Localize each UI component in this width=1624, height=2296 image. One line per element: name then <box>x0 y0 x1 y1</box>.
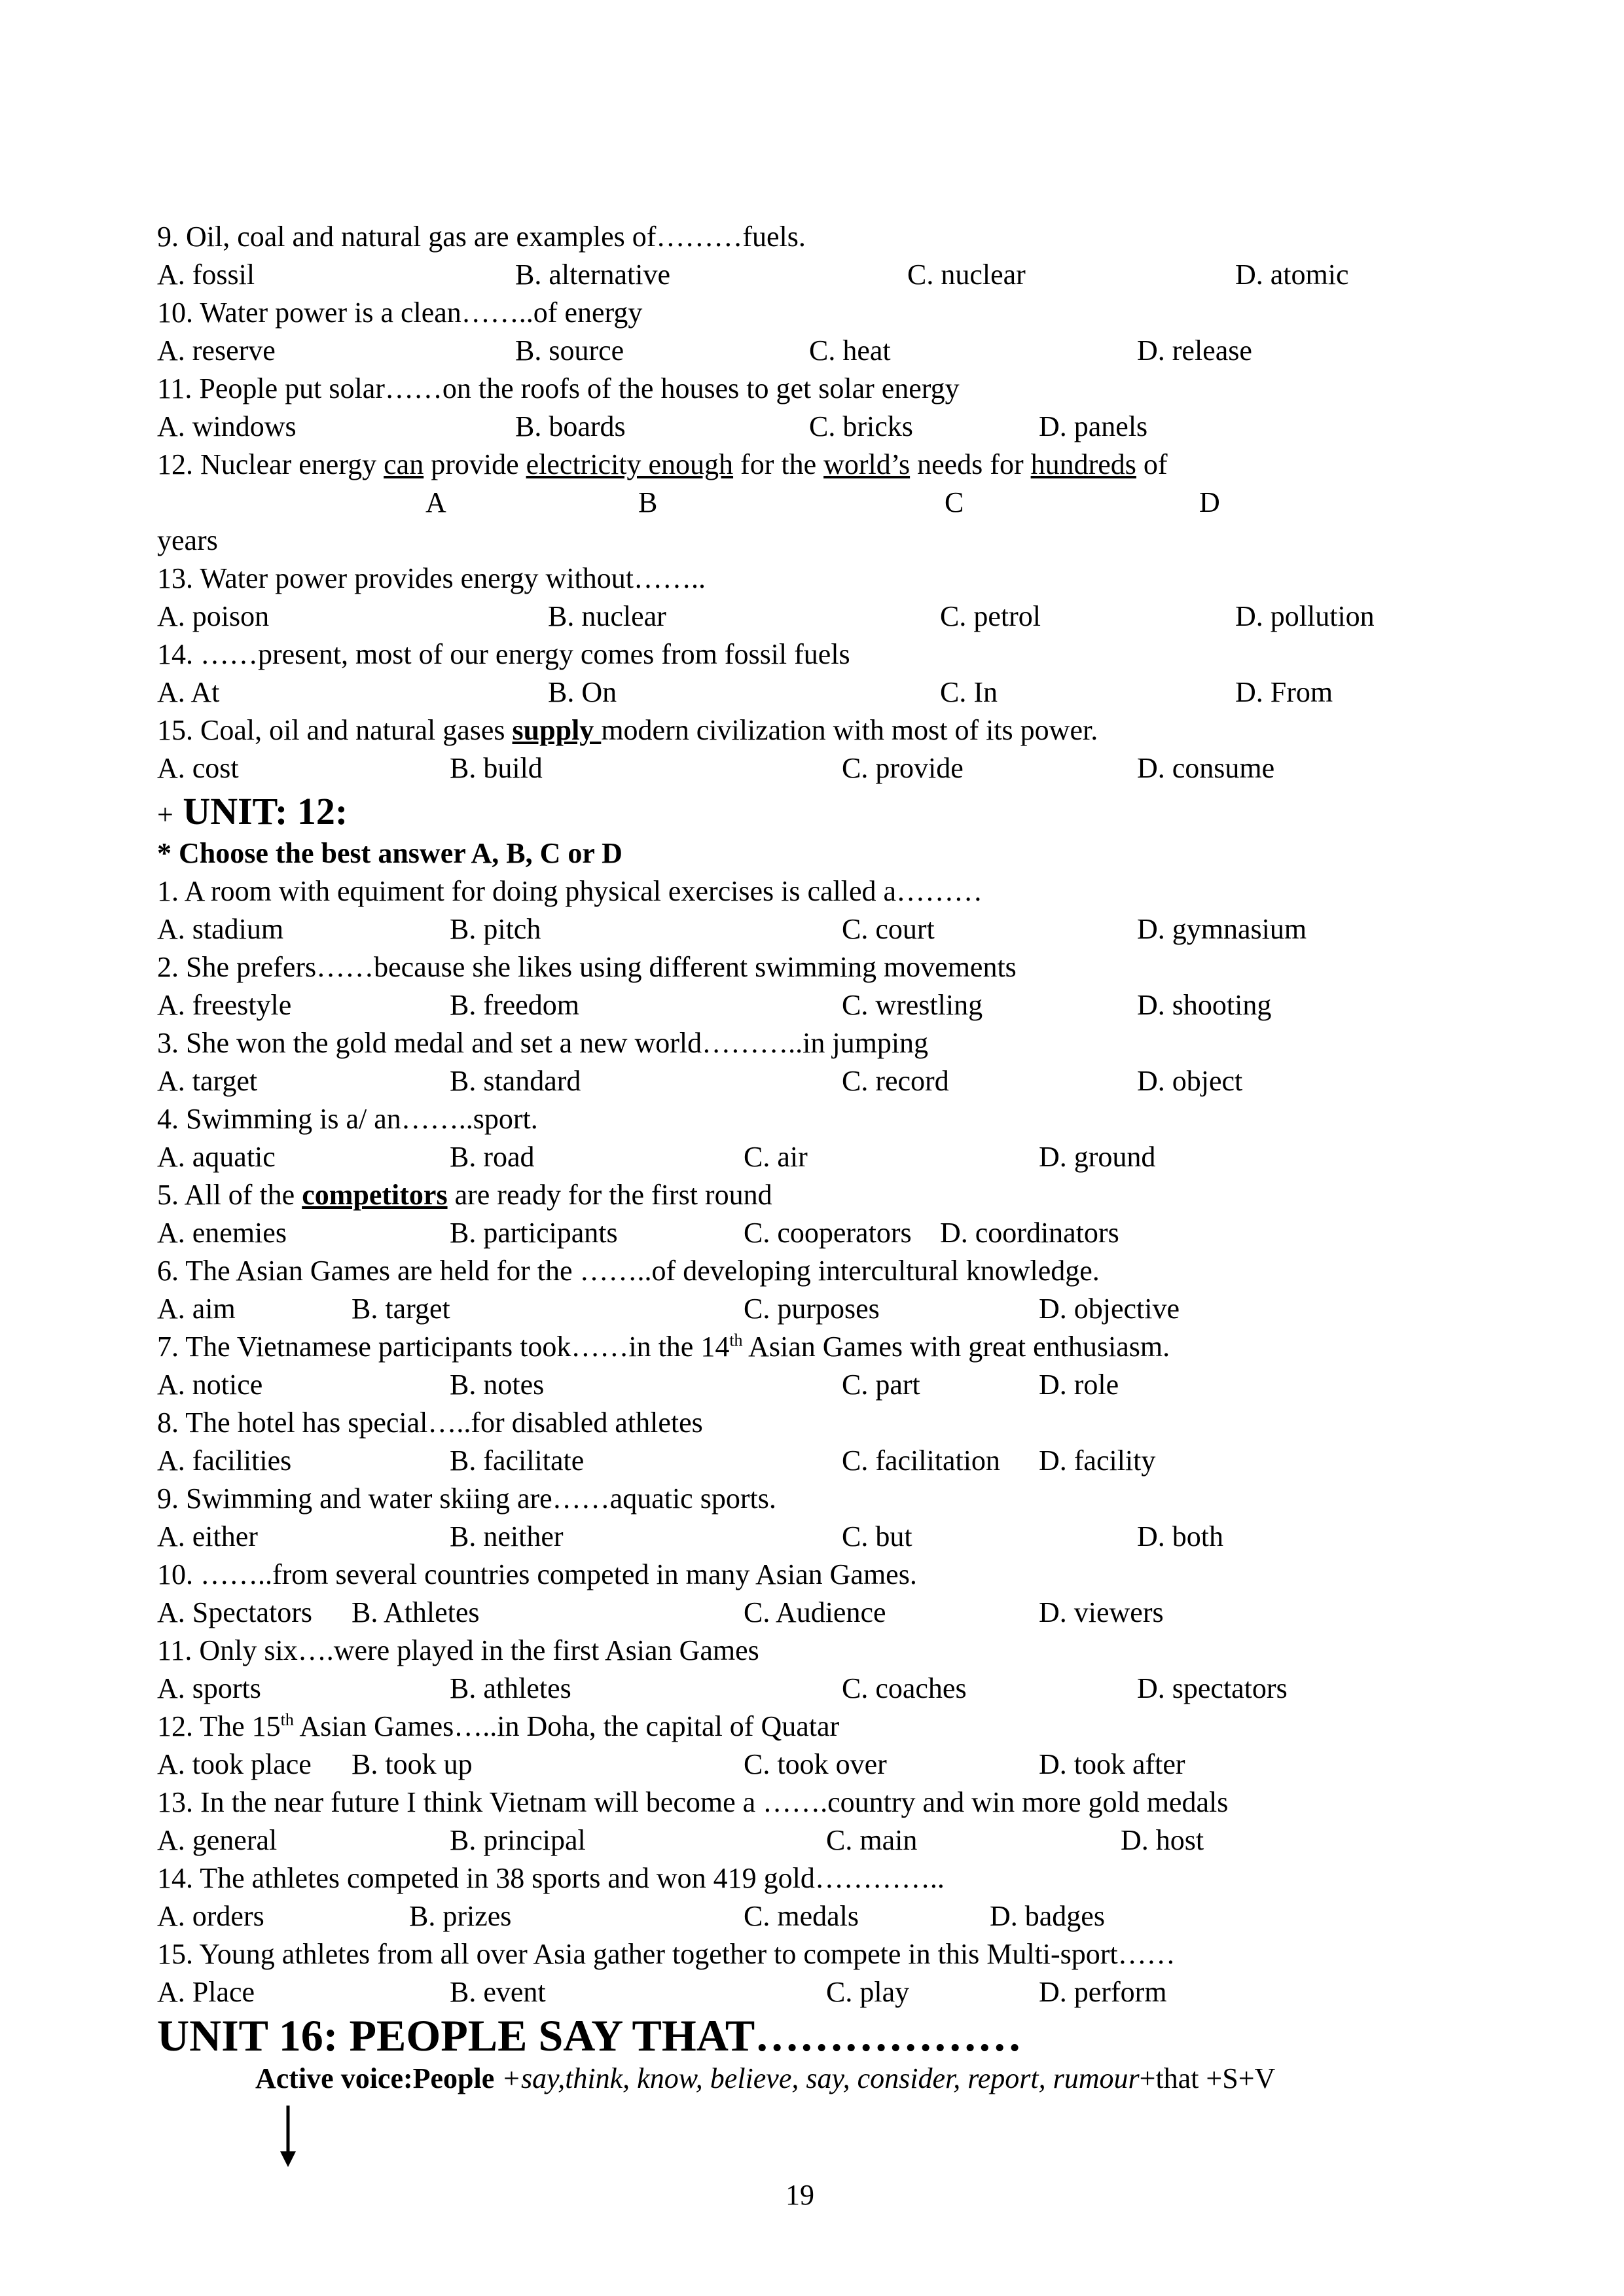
u12-q7-option-c: C. part <box>842 1369 920 1401</box>
q14-option-d: D. From <box>1235 676 1333 708</box>
u12-question-10-stem: 10. ……..from several countries competed in many Asian Games. <box>157 1558 917 1590</box>
q15-option-c: C. provide <box>842 752 964 784</box>
u12-question-9-stem: 9. Swimming and water skiing are……aquatic sports. <box>157 1482 776 1515</box>
u12-question-8-stem: 8. The hotel has special…..for disabled athletes <box>157 1407 703 1439</box>
u12-q15-option-b: B. event <box>450 1976 546 2008</box>
u12-q12-option-d: D. took after <box>1039 1748 1185 1780</box>
u12-q12-option-a: A. took place <box>157 1748 312 1780</box>
q9-option-c: C. nuclear <box>907 259 1026 291</box>
u12-q11-option-c: C. coaches <box>842 1672 967 1704</box>
u12-q9-option-b: B. neither <box>450 1520 564 1552</box>
u12-question-11-stem: 11. Only six….were played in the first Asian Games <box>157 1634 759 1666</box>
unit-12-instruction: * Choose the best answer A, B, C or D <box>157 837 623 869</box>
u12-q15-option-c: C. play <box>826 1976 910 2008</box>
q14-option-b: B. On <box>548 676 617 708</box>
u12-q7-option-b: B. notes <box>450 1369 545 1401</box>
active-voice-formula: Active voice:People +say,think, know, believe, say, consider, report, rumour+that +S+V <box>255 2062 1276 2094</box>
q11-option-a: A. windows <box>157 410 297 442</box>
q10-option-a: A. reserve <box>157 334 276 367</box>
u12-q5-keyword: competitors <box>302 1179 448 1211</box>
u12-q13-option-b: B. principal <box>450 1824 586 1856</box>
q9-option-d: D. atomic <box>1235 259 1349 291</box>
u12-question-5-stem: 5. All of the competitors are ready for the first round <box>157 1179 772 1211</box>
u12-q3-option-d: D. object <box>1137 1065 1243 1097</box>
u12-q10-option-c: C. Audience <box>744 1596 886 1628</box>
u12-q3-option-a: A. target <box>157 1065 258 1097</box>
u12-q2-option-a: A. freestyle <box>157 989 292 1021</box>
u12-q2-option-d: D. shooting <box>1137 989 1272 1021</box>
q13-option-a: A. poison <box>157 600 270 632</box>
u12-q1-option-b: B. pitch <box>450 913 541 945</box>
question-13-stem: 13. Water power provides energy without…….. <box>157 562 706 594</box>
q15-option-d: D. consume <box>1137 752 1275 784</box>
u12-q7-option-d: D. role <box>1039 1369 1119 1401</box>
q10-option-b: B. source <box>515 334 624 367</box>
u12-q6-option-b: B. target <box>352 1293 450 1325</box>
u12-q1-option-d: D. gymnasium <box>1137 913 1307 945</box>
u12-q9-option-c: C. but <box>842 1520 912 1552</box>
question-12-stem: 12. Nuclear energy can provide electricity enough for the world’s needs for hundreds of <box>157 448 1168 480</box>
u12-q4-option-b: B. road <box>450 1141 535 1173</box>
u12-q8-option-d: D. facility <box>1039 1444 1156 1477</box>
page-number: 19 <box>785 2179 814 2211</box>
q9-option-b: B. alternative <box>515 259 671 291</box>
u12-q11-option-b: B. athletes <box>450 1672 571 1704</box>
u12-q13-option-a: A. general <box>157 1824 278 1856</box>
q15-keyword: supply <box>512 714 602 746</box>
u12-q2-option-b: B. freedom <box>450 989 579 1021</box>
u12-question-14-stem: 14. The athletes competed in 38 sports and won 419 gold………….. <box>157 1862 945 1894</box>
u12-q7-option-a: A. notice <box>157 1369 263 1401</box>
u12-q8-option-b: B. facilitate <box>450 1444 585 1477</box>
u12-q12-option-c: C. took over <box>744 1748 887 1780</box>
q9-option-a: A. fossil <box>157 259 255 291</box>
u12-q10-option-d: D. viewers <box>1039 1596 1164 1628</box>
q13-option-c: C. petrol <box>940 600 1041 632</box>
q13-option-d: D. pollution <box>1235 600 1375 632</box>
u12-q6-option-a: A. aim <box>157 1293 236 1325</box>
q12-underline-c: world’s <box>823 448 911 480</box>
u12-question-15-stem: 15. Young athletes from all over Asia gather together to compete in this Multi-sport…… <box>157 1938 1176 1970</box>
q10-option-d: D. release <box>1137 334 1252 367</box>
q12-underline-b: electricity enough <box>526 448 734 480</box>
u12-q3-option-c: C. record <box>842 1065 949 1097</box>
q14-option-a: A. At <box>157 676 220 708</box>
unit-16-heading: UNIT 16: PEOPLE SAY THAT……………… <box>157 2011 1022 2060</box>
u12-q6-option-c: C. purposes <box>744 1293 880 1325</box>
u12-q14-option-c: C. medals <box>744 1900 859 1932</box>
u12-q2-option-c: C. wrestling <box>842 989 983 1021</box>
u12-q14-option-a: A. orders <box>157 1900 264 1932</box>
unit-12-heading: + UNIT: 12: <box>157 790 348 833</box>
q12-letter-b: B <box>638 486 658 518</box>
u12-question-6-stem: 6. The Asian Games are held for the ……..of developing intercultural knowledge. <box>157 1255 1100 1287</box>
u12-q4-option-c: C. air <box>744 1141 808 1173</box>
u12-q5-option-d: D. coordinators <box>940 1217 1119 1249</box>
u12-q15-option-a: A. Place <box>157 1976 255 2008</box>
u12-question-13-stem: 13. In the near future I think Vietnam will become a …….country and win more gold medals <box>157 1786 1229 1818</box>
u12-q13-option-d: D. host <box>1121 1824 1204 1856</box>
u12-question-4-stem: 4. Swimming is a/ an……..sport. <box>157 1103 538 1135</box>
q12-letter-a: A <box>425 486 446 518</box>
q15-option-a: A. cost <box>157 752 239 784</box>
u12-q8-option-a: A. facilities <box>157 1444 292 1477</box>
u12-q9-option-a: A. either <box>157 1520 258 1552</box>
q14-option-c: C. In <box>940 676 998 708</box>
q11-option-d: D. panels <box>1039 410 1148 442</box>
question-12-continuation: years <box>157 524 218 556</box>
q10-option-c: C. heat <box>809 334 891 367</box>
u12-q12-option-b: B. took up <box>352 1748 473 1780</box>
u12-q8-option-c: C. facilitation <box>842 1444 1000 1477</box>
q13-option-b: B. nuclear <box>548 600 666 632</box>
question-15-stem: 15. Coal, oil and natural gases supply modern civilization with most of its power. <box>157 714 1098 746</box>
u12-q5-option-b: B. participants <box>450 1217 618 1249</box>
u12-question-2-stem: 2. She prefers……because she likes using different swimming movements <box>157 951 1017 983</box>
q12-underline-d: hundreds <box>1030 448 1136 480</box>
question-11-stem: 11. People put solar……on the roofs of the houses to get solar energy <box>157 372 960 404</box>
u12-q6-option-d: D. objective <box>1039 1293 1180 1325</box>
u12-q11-option-d: D. spectators <box>1137 1672 1288 1704</box>
u12-q4-option-a: A. aquatic <box>157 1141 276 1173</box>
u12-q11-option-a: A. sports <box>157 1672 261 1704</box>
u12-q15-option-d: D. perform <box>1039 1976 1167 2008</box>
q11-option-c: C. bricks <box>809 410 913 442</box>
u12-q14-option-b: B. prizes <box>409 1900 512 1932</box>
u12-question-1-stem: 1. A room with equiment for doing physical exercises is called a……… <box>157 875 983 907</box>
u12-q4-option-d: D. ground <box>1039 1141 1156 1173</box>
u12-question-12-stem: 12. The 15th Asian Games…..in Doha, the capital of Quatar <box>157 1710 840 1742</box>
u12-q10-option-a: A. Spectators <box>157 1596 313 1628</box>
u12-question-3-stem: 3. She won the gold medal and set a new world………..in jumping <box>157 1027 929 1059</box>
u12-q1-option-a: A. stadium <box>157 913 284 945</box>
down-arrow-icon <box>275 2104 301 2170</box>
q12-letter-d: D <box>1199 486 1220 518</box>
u12-q5-option-c: C. cooperators <box>744 1217 912 1249</box>
q15-option-b: B. build <box>450 752 543 784</box>
u12-q1-option-c: C. court <box>842 913 935 945</box>
u12-q14-option-d: D. badges <box>990 1900 1105 1932</box>
question-9-stem: 9. Oil, coal and natural gas are examples of………fuels. <box>157 221 806 253</box>
u12-q5-option-a: A. enemies <box>157 1217 287 1249</box>
u12-q13-option-c: C. main <box>826 1824 918 1856</box>
u12-q9-option-d: D. both <box>1137 1520 1223 1552</box>
question-14-stem: 14. ……present, most of our energy comes from fossil fuels <box>157 638 850 670</box>
u12-q10-option-b: B. Athletes <box>352 1596 480 1628</box>
u12-question-7-stem: 7. The Vietnamese participants took……in the 14th Asian Games with great enthusiasm. <box>157 1331 1170 1363</box>
q12-letter-c: C <box>945 486 964 518</box>
q12-underline-a: can <box>384 448 424 480</box>
question-10-stem: 10. Water power is a clean……..of energy <box>157 296 643 329</box>
u12-q3-option-b: B. standard <box>450 1065 581 1097</box>
q11-option-b: B. boards <box>515 410 626 442</box>
